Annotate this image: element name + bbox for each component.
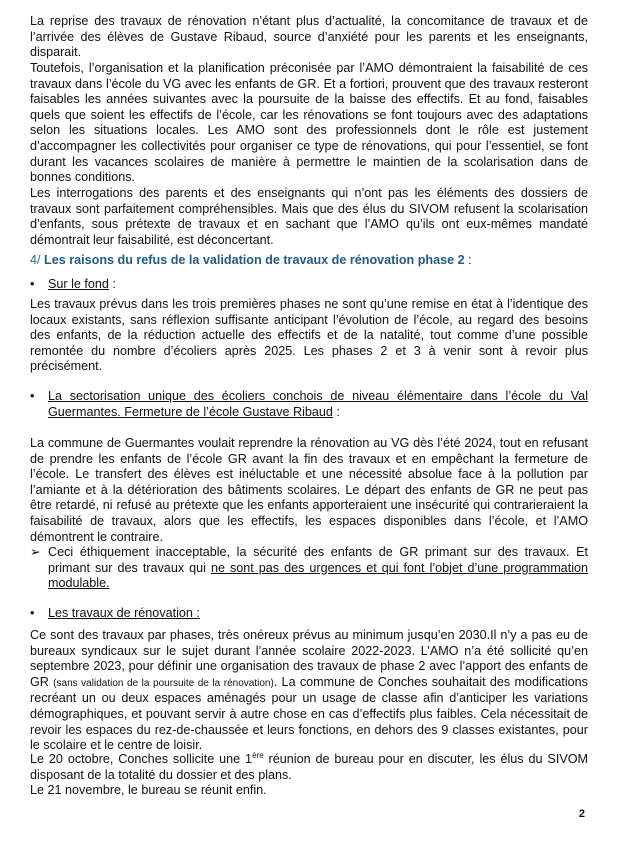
paragraph-sur-le-fond: Les travaux prévus dans les trois premières phases ne sont qu’une remise en état à l’identique des locaux existants, sans réflexion suffisante anticipant l’évolution de l’école, au regard des besoins des enfants, de la réduction actuelle des effectifs et de la natalité, tout comme d’une possible remontée du nombre d’écoliers après 2025. Les phases 2 et 3 à venir sont à revoir plus précisément. <box>30 297 588 374</box>
bullet-marker: • <box>30 389 35 403</box>
bullet-label: Les travaux de rénovation : <box>48 606 200 620</box>
bullet-label: La sectorisation unique des écoliers conchois de niveau élémentaire dans l’école du Val Guermantes. Fermeture de l’école Gustave Ribaud <box>48 389 588 419</box>
bullet-marker: • <box>30 277 35 291</box>
paragraph-21-novembre: Le 21 novembre, le bureau se réunit enfin. <box>30 783 267 797</box>
paragraph-toutefois: Toutefois, l’organisation et la planification préconisée par l’AMO démontraient la faisabilité de ces travaux dans l’école du VG avec les enfants de GR. Et a fortiori, prouvent que des travaux resteront faisables les années suivantes avec la poursuite de la baisse des effectifs. Et au fond, faisables quels que soient les effectifs de l’école, car les rénovations se font toujours avec des adaptations selon les situations locales. Les AMO sont des professionnels dont le rôle est justement d’accompagner les collectivités pour organiser ce type de rénovations, qui pour l’essentiel, se font durant les vacances scolaires de manière à permettre le maintien de la scolarisation dans de bonnes conditions. <box>30 61 588 185</box>
bullet-marker: • <box>30 606 35 620</box>
section-title: Les raisons du refus de la validation de travaux de rénovation phase 2 <box>44 253 465 267</box>
arrow-marker: ➢ <box>30 545 41 559</box>
arrow-text: Ceci éthiquement inacceptable, la sécurité des enfants de GR primant sur des travaux. Et primant sur des travaux qui <box>48 545 588 575</box>
document-page: La reprise des travaux de rénovation n’étant plus d’actualité, la concomitance de travaux et de l’arrivée des élèves de Gustave Ribaud, source d’anxiété pour les parents et les enseignants, disparait. Toutefois, l’organisation et la planification préconisée par l’AMO démontraient la faisabilité de ces travaux dans l’école du VG avec les enfants de GR. Et a fortiori, prouvent que des travaux resteront faisables les années suivantes avec la poursuite de la baisse des effectifs. Et au fond, faisables quels que soient les effectifs de l’école, car les rénovations se font toujours avec des adaptations selon les situations locales. Les AMO sont des professionnels dont le rôle est justement d’accompagner les collectivités pour organiser ce type de rénovations, qui pour l’essentiel, se font durant les vacances scolaires de manière à permettre le maintien de la scolarisation dans de bonnes conditions. Les interrogations des parents et des enseignants qui n’ont pas les éléments des dossiers de travaux sont parfaitement compréhensibles. Mais que des élus du SIVOM refusent la scolarisation d’enfants, sous prétexte de travaux et en sachant que l’AMO qu’ils ont eux-mêmes mandaté démontrait leur faisabilité, est déconcertant. 4/ Les raisons du refus de la validation de travaux de rénovation phase 2 : • Sur le fond : Les travaux prévus dans les trois premières phases ne sont qu’une remise en état à l’identique des locaux existants, sans réflexion suffisante anticipant l’évolution de l’école, au regard des besoins des enfants, de la réduction actuelle des effectifs et de la natalité, tout comme d’une possible remontée du nombre d’écoliers après 2025. Les phases 2 et 3 à venir sont à revoir plus précisément. • La sectorisation unique des écoliers conchois de niveau élémentaire dans l’école du Val Guermantes. Fermeture de l’école Gustave Ribaud : La commune de Guermantes voulait reprendre la rénovation au VG dès l’été 2024, tout en refusant de prendre les enfants de l’école GR avant la fin des travaux et en empêchant la fermeture de l’école. Le transfert des élèves est inéluctable et une nécessité absolue face à la pollution par l’amiante et à la détérioration des bâtiments scolaires. Le départ des enfants de GR ne peut pas être retardé, ni refusé au prétexte que les enfants apporteraient une insécurité qui contrarieraient la faisabilité de travaux, alors que les effectifs, les espaces disponibles dans l’école, et l’AMO démontrent le contraire. ➢ Ceci éthiquement inacceptable, la sécurité des enfants de GR primant sur des travaux. Et primant sur des travaux qui ne sont pas des urgences et qui font l’objet d’une programmation modulable. • Les travaux de rénovation : Ce sont des travaux par phases, très onéreux prévus au minimum jusqu’en 2030.Il n’y a pas eu de bureaux syndicaux sur le sujet durant l’année scolaire 2022-2023. L’AMO n’a été sollicité qu’en septembre 2023, pour définir une organisation des travaux de phase 2 avec l’apport des enfants de GR (sans validation de la poursuite de la rénovation). La commune de Conches souhaitait des modifications recréant un ou deux espaces aménagés pour un usage de classe afin d’anticiper les variations démographiques, et pouvant servir à autre chose en cas d’effectifs plus faibles. Cela nécessitait de revoir les espaces du rez-de-chaussée et leurs fonctions, en dehors des 9 classes existantes, pour le scolaire et le centre de loisir. Le 20 octobre, Conches sollicite une 1ère réunion de bureau pour en discuter, les élus du SIVOM disposant de la totalité du dossier et des plans. Le 21 novembre, le bureau se réunit enfin. 2 <box>30 14 589 820</box>
section-number: 4/ <box>30 253 41 267</box>
bullet-label: Sur le fond <box>48 277 109 291</box>
section-heading-4: 4/ Les raisons du refus de la validation de travaux de rénovation phase 2 : <box>30 253 472 267</box>
small-note: (sans validation de la poursuite de la rénovation) <box>53 677 274 689</box>
paragraph-20-octobre: Le 20 octobre, Conches sollicite une 1ère réunion de bureau pour en discuter, les élus du SIVOM disposant de la totalité du dossier et des plans. <box>30 750 589 782</box>
page-number: 2 <box>578 808 585 820</box>
paragraph-travaux-phases: Ce sont des travaux par phases, très onéreux prévus au minimum jusqu’en 2030.Il n’y a pas eu de bureaux syndicaux sur le sujet durant l’année scolaire 2022-2023. L’AMO n’a été sollicité qu’en septembre 2023, pour définir une organisation des travaux de phase 2 avec l’apport des enfants de GR (sans validation de la poursuite de la rénovation). La commune de Conches souhaitait des modifications recréant un ou deux espaces aménagés pour un usage de classe afin d’anticiper les variations démographiques, et pouvant servir à autre chose en cas d’effectifs plus faibles. Cela nécessitait de revoir les espaces du rez-de-chaussée et leurs fonctions, en dehors des 9 classes existantes, pour le scolaire et le centre de loisir. <box>30 628 588 753</box>
paragraph-guermantes: La commune de Guermantes voulait reprendre la rénovation au VG dès l’été 2024, tout en refusant de prendre les enfants de l’école GR avant la fin des travaux et en empêchant la fermeture de l’école. Le transfert des élèves est inéluctable et une nécessité absolue face à la pollution par l’amiante et à la détérioration des bâtiments scolaires. Le départ des enfants de GR ne peut pas être retardé, ni refusé au prétexte que les enfants apporteraient une insécurité qui contrarieraient la faisabilité de travaux, alors que les effectifs, les espaces disponibles dans l’école, et l’AMO démontrent le contraire. <box>30 436 588 544</box>
arrow-underlined-text: ne sont pas des urgences et qui font l’objet d’une programmation modulable. <box>48 560 588 591</box>
paragraph-interrogations: Les interrogations des parents et des enseignants qui n’ont pas les éléments des dossiers de travaux sont parfaitement compréhensibles. Mais que des élus du SIVOM refusent la scolarisation d’enfants, sous prétexte de travaux et en sachant que l’AMO qu’ils ont eux-mêmes mandaté démontrait leur faisabilité, est déconcertant. <box>30 186 588 247</box>
paragraph-reprise: La reprise des travaux de rénovation n’étant plus d’actualité, la concomitance de travaux et de l’arrivée des élèves de Gustave Ribaud, source d’anxiété pour les parents et les enseignants, disparait. <box>30 14 588 60</box>
